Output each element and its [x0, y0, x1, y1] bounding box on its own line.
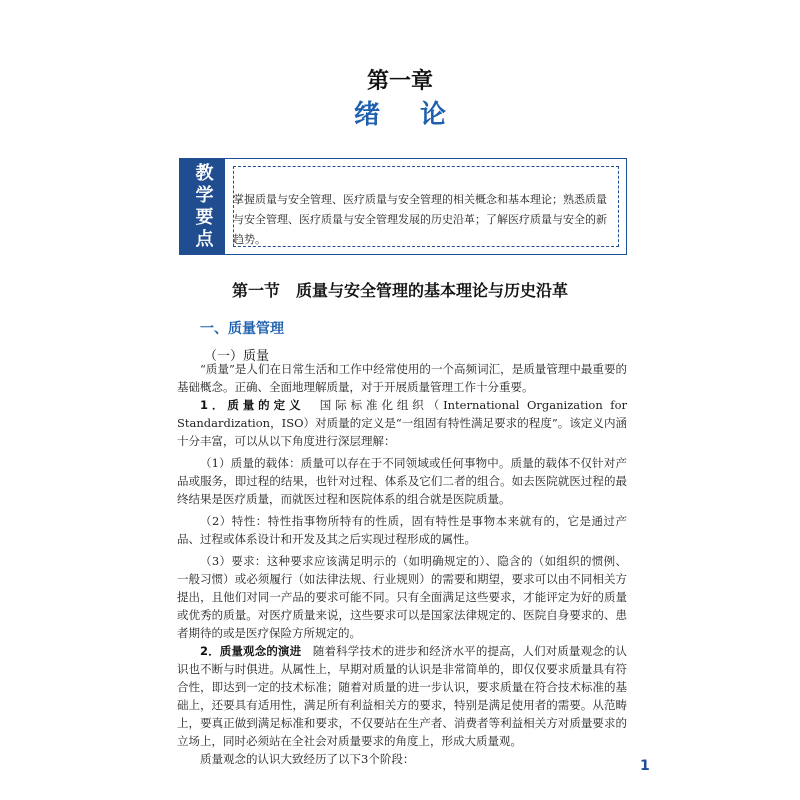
body-text: [177, 360, 627, 768]
paragraph: “质量”是人们在日常生活和工作中经常使用的一个高频词汇，是质量管理中最重要的基础概念。正确、全面地理解质量，对于开展质量管理工作十分重要。: [177, 362, 627, 394]
paragraph: 质量观念的认识大致经历了以下3个阶段：: [200, 752, 415, 766]
key-points-text: 掌握质量与安全管理、医疗质量与安全管理的相关概念和基本理论；熟悉质量与安全管理、医疗质量与安全管理发展的历史沿革；了解医疗质量与安全的新趋势。: [233, 193, 607, 246]
paragraph: （3）要求：这种要求应该满足明示的（如明确规定的）、隐含的（如组织的惯例、一般习惯）或必须履行（如法律法规、行业规则）的需要和期望，要求可以由不同相关方提出，且他们对同一产品的要求可能不同。只有全面满足这些要求，才能评定为好的质量或优秀的质量。对医疗质量来说，这些要求可以是国家法律规定的、医院自身要求的、患者期待的或是医疗保险方所规定的。: [177, 554, 627, 640]
paragraph: （1）质量的载体：质量可以存在于不同领域或任何事物中。质量的载体不仅针对产品或服务，即过程的结果，也针对过程、体系及它们二者的组合。如去医院就医过程的最终结果是医疗质量，而就医过程和医院体系的组合就是医院质量。: [177, 456, 627, 506]
key-points-label-tab: [180, 159, 225, 254]
paragraph: （2）特性：特性指事物所特有的性质，固有特性是事物本来就有的，它是通过产品、过程或体系设计和开发及其之后实现过程形成的属性。: [177, 514, 627, 546]
paragraph-text: 国际标准化组织（International Organization for Standardization，ISO）对质量的定义是“一组固有特性满足要求的程度”。该定义内涵十分丰富，可以从以下角度进行深层理解：: [177, 398, 627, 448]
paragraph-lead: 1．质量的定义: [200, 398, 305, 412]
heading-quality: （一）质量: [204, 349, 270, 364]
paragraph: [177, 396, 627, 450]
page-number: 1: [640, 758, 650, 774]
paragraph-text: 随着科学技术的进步和经济水平的提高，人们对质量观念的认识也不断与时俱进。从属性上，早期对质量的认识是非常简单的，即仅仅要求质量具有符合性，即达到一定的技术标准；随着对质量的进一步认识，要求质量在符合技术标准的基础上，还要具有适用性，满足所有利益相关方的要求，特别是满足使用者的需要。从范畴上，要真正做到满足标准和要求，不仅要站在生产者、消费者等利益相关方对质量要求的立场上，同时必须站在全社会对质量要求的角度上，形成大质量观。: [177, 644, 627, 748]
chapter-number: 第一章: [366, 69, 433, 94]
chapter-title: 绪论: [353, 100, 486, 130]
heading-quality-management: 一、质量管理: [200, 321, 284, 337]
key-points-label: 教学要点: [192, 162, 214, 251]
section-title: 第一节 质量与安全管理的基本理论与历史沿革: [231, 281, 568, 300]
paragraph-lead: 2．质量观念的演进: [200, 644, 302, 658]
paragraph: [177, 642, 627, 750]
